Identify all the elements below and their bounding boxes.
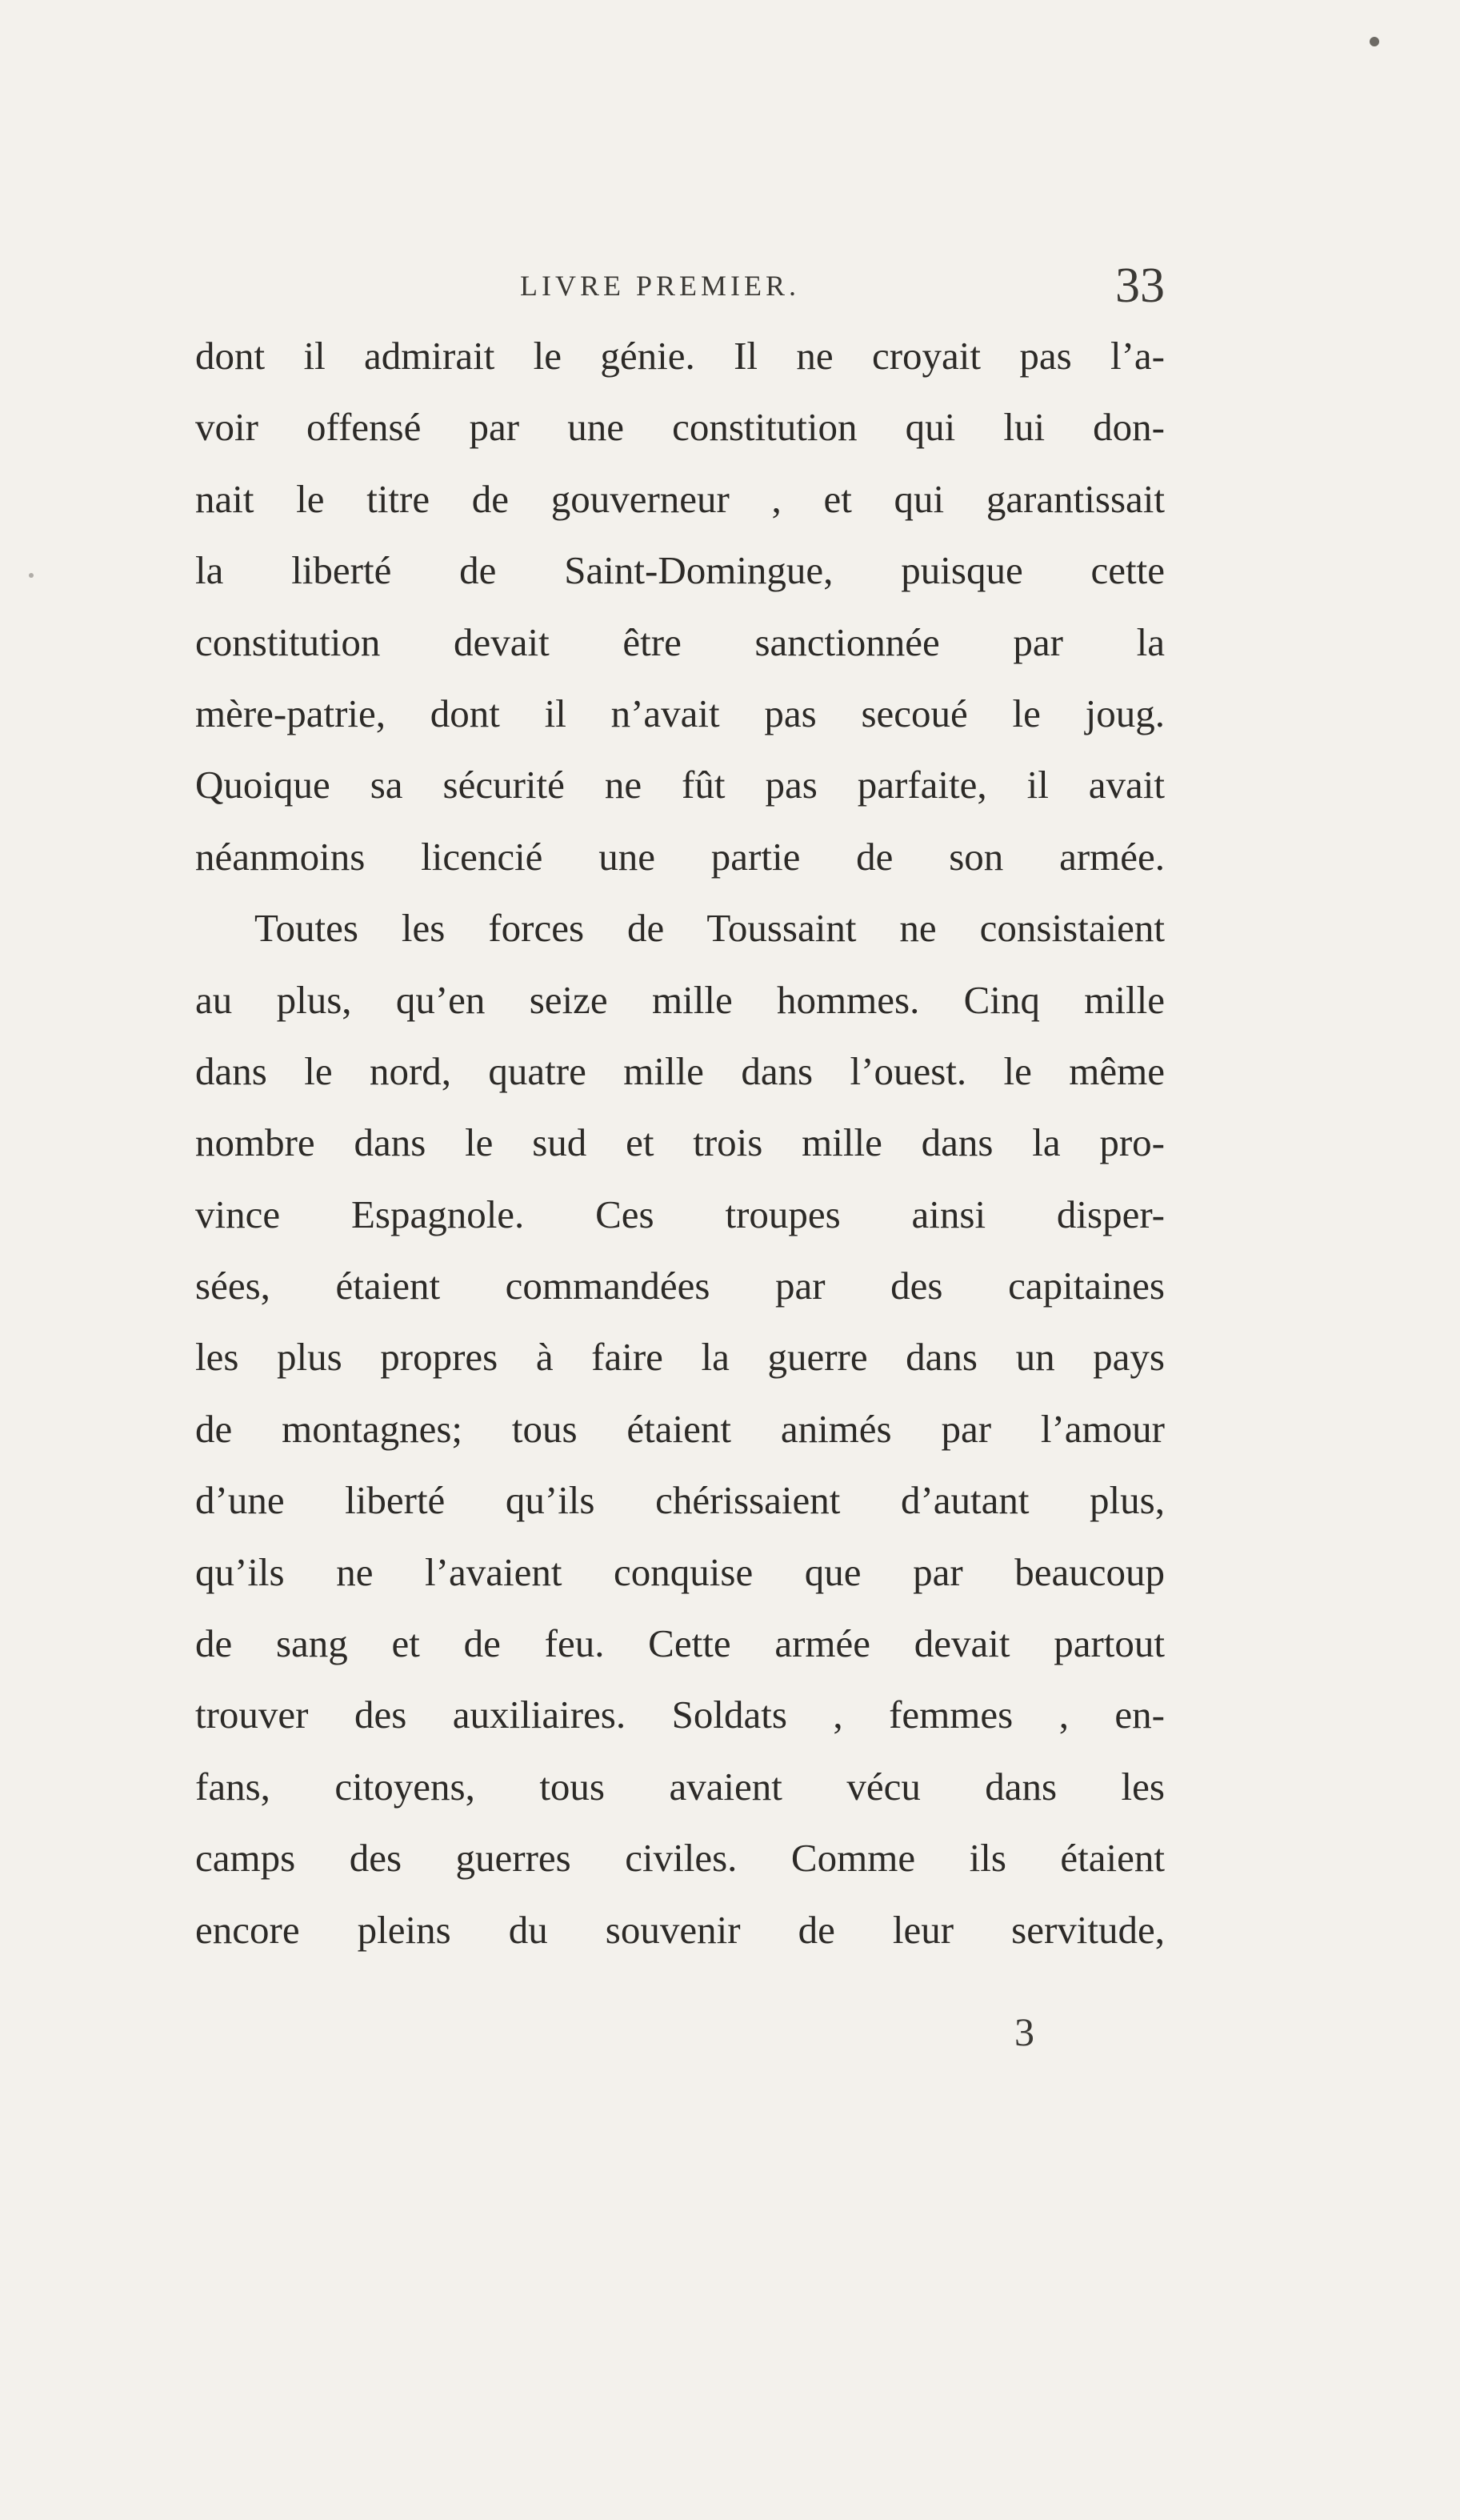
text-line: les plus propres à faire la guerre dans un pays — [195, 1335, 1165, 1380]
text-line: constitution devait être sanctionnée par la — [195, 619, 1165, 664]
ink-speck — [1370, 37, 1379, 46]
text-line: trouver des auxiliaires. Soldats , femmes , en- — [195, 1693, 1165, 1737]
text-line: encore pleins du souvenir de leur servitude, — [195, 1907, 1165, 1952]
page-number: 33 — [1115, 258, 1165, 313]
text-line: de montagnes; tous étaient animés par l’amour — [195, 1406, 1165, 1451]
text-line: de sang et de feu. Cette armée devait partout — [195, 1621, 1165, 1666]
text-line: fans, citoyens, tous avaient vécu dans les — [195, 1764, 1165, 1809]
text-line: sées, étaient commandées par des capitaines — [195, 1264, 1165, 1308]
text-line: mère-patrie, dont il n’avait pas secoué le joug. — [195, 691, 1165, 735]
text-line: néanmoins licencié une partie de son armée. — [195, 834, 1165, 879]
text-line: voir offensé par une constitution qui lui don- — [195, 405, 1165, 450]
paragraph-start-line: Toutes les forces de Toussaint ne consistaient — [254, 906, 1165, 951]
text-line: dans le nord, quatre mille dans l’ouest. le même — [195, 1048, 1165, 1093]
body-text — [195, 320, 1165, 1965]
signature-mark: 3 — [1014, 2009, 1034, 2054]
text-line: dont il admirait le génie. Il ne croyait pas l’a- — [195, 334, 1165, 378]
running-title: LIVRE PREMIER. — [520, 270, 801, 302]
text-line: camps des guerres civiles. Comme ils étaient — [195, 1836, 1165, 1881]
text-line: vince Espagnole. Ces troupes ainsi disper- — [195, 1192, 1165, 1236]
ink-speck — [29, 573, 34, 578]
text-line: d’une liberté qu’ils chérissaient d’autant plus, — [195, 1478, 1165, 1523]
text-line: Quoique sa sécurité ne fût pas parfaite, il avait — [195, 763, 1165, 807]
text-line: la liberté de Saint-Domingue, puisque cette — [195, 548, 1165, 593]
running-head — [195, 258, 1165, 314]
text-line: nait le titre de gouverneur , et qui garantissait — [195, 476, 1165, 521]
text-line: qu’ils ne l’avaient conquise que par beaucoup — [195, 1549, 1165, 1594]
text-line: au plus, qu’en seize mille hommes. Cinq mille — [195, 977, 1165, 1022]
text-line: nombre dans le sud et trois mille dans la pro- — [195, 1120, 1165, 1165]
